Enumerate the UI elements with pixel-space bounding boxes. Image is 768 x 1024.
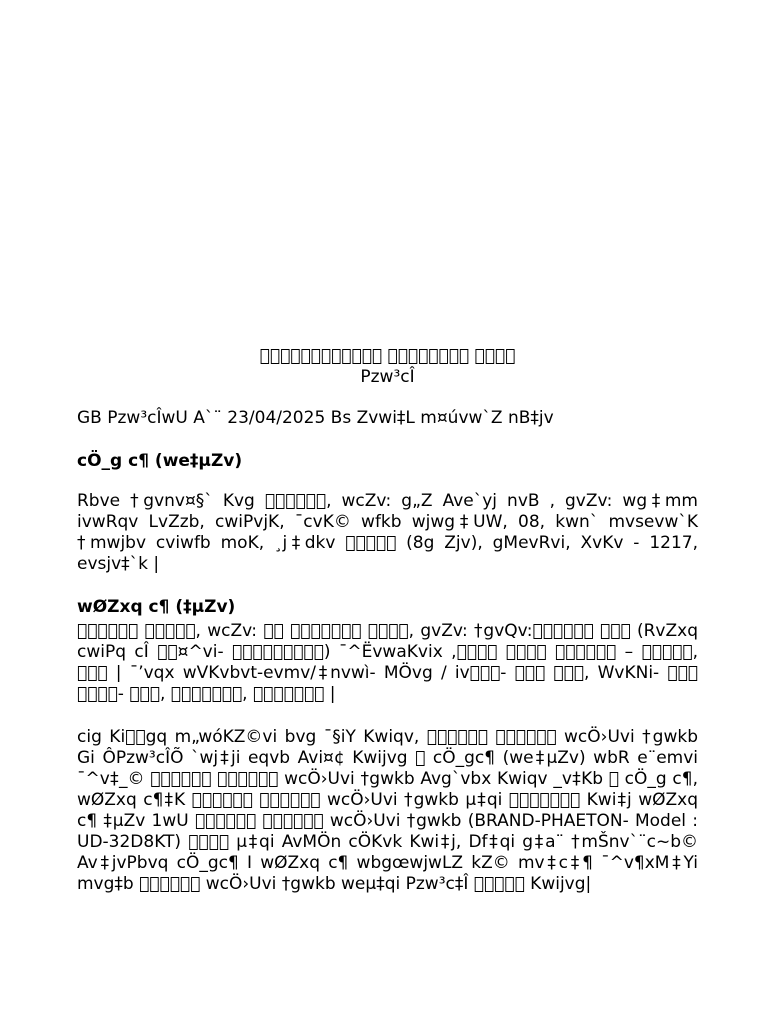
reference-line: GB Pzw³cÎwU A`¨ 23/04/2025 Bs Zvwi‡L m¤úvw`Z nB‡jv <box>77 408 554 428</box>
party-one-paragraph: Rbve †gvnv¤§` Kvg 􀀀􀀀􀀀􀀀􀀀􀀀, wcZv: g„Z Ave`yj nvB , gvZv: wg‡mm ivwRqv LvZzb, cwiPvjK, ¯cvK© wfkb wjwg‡UW, 08, kwn` mvsevw`K †mwjbv cviwfb moK, ¸j‡dkv 􀀀􀀀􀀀􀀀􀀀 (8g Zjv), gMevRvi, XvKv - 1217, evsjv‡`k | <box>77 491 698 574</box>
party-two-heading: wØZxq c¶ (‡µZv) <box>77 597 236 617</box>
party-one-heading: cÖ_g c¶ (we‡µZv) <box>77 451 243 471</box>
title-line-primary: 􀀀􀀀􀀀􀀀􀀀􀀀􀀀􀀀􀀀􀀀􀀀􀀀 􀀀􀀀􀀀􀀀􀀀􀀀􀀀􀀀 􀀀􀀀􀀀􀀀 <box>259 346 516 366</box>
party-two-paragraph: 􀀀􀀀􀀀􀀀􀀀􀀀 􀀀􀀀􀀀􀀀􀀀, wcZv: 􀀀􀀀 􀀀􀀀􀀀􀀀􀀀􀀀􀀀 􀀀􀀀􀀀􀀀, gvZv: †gvQv:􀀀􀀀􀀀􀀀􀀀􀀀 􀀀􀀀􀀀 (RvZxq cwiPq cÎ 􀀀􀀀¤^vi- 􀀀􀀀􀀀􀀀􀀀􀀀􀀀􀀀􀀀) ¯^ËvwaKvix ,􀀀􀀀􀀀􀀀 􀀀􀀀􀀀􀀀 􀀀􀀀􀀀􀀀􀀀􀀀 – 􀀀􀀀􀀀􀀀􀀀, 􀀀􀀀􀀀 | ¯’vqx wVKvbvt-evmv/‡nvwì- MÖvg / iv􀀀􀀀􀀀- 􀀀􀀀􀀀 􀀀􀀀􀀀, WvKNi- 􀀀􀀀􀀀 􀀀􀀀􀀀􀀀- 􀀀􀀀􀀀, 􀀀􀀀􀀀􀀀􀀀􀀀􀀀, 􀀀􀀀􀀀􀀀􀀀􀀀􀀀 | <box>77 621 698 704</box>
agreement-body-paragraph: cig Ki􀀀􀀀gq m„wóKZ©vi bvg ¯§iY Kwiqv, 􀀀􀀀􀀀􀀀􀀀􀀀 􀀀􀀀􀀀􀀀􀀀􀀀 wcÖ›Uvi †gwkb Gi ÔPzw³cÎÕ `wj‡ji eqvb Avi¤¢ Kwijvg 􀀀 cÖ_gc¶ (we‡µZv) wbR e¨emvi ¯^v‡_© 􀀀􀀀􀀀􀀀􀀀􀀀 􀀀􀀀􀀀􀀀􀀀􀀀 wcÖ›Uvi †gwkb Avg`vbx Kwiqv _v‡Kb 􀀀 cÖ_g c¶, wØZxq c¶‡K 􀀀􀀀􀀀􀀀􀀀􀀀 􀀀􀀀􀀀􀀀􀀀􀀀 wcÖ›Uvi †gwkb µ‡qi 􀀀􀀀􀀀􀀀􀀀􀀀􀀀 Kwi‡j wØZxq c¶ ‡µZv 1wU 􀀀􀀀􀀀􀀀􀀀􀀀 􀀀􀀀􀀀􀀀􀀀􀀀 wcÖ›Uvi †gwkb (BRAND-PHAETON- Model : UD-32D8KT) 􀀀􀀀􀀀􀀀 µ‡qi AvMÖn cÖKvk Kwi‡j, Df‡qi g‡a¨ †mŠnv`¨c~b© Av‡jvPbvq cÖ_gc¶ I wØZxq c¶ wbgœwjwLZ kZ© mv‡c‡¶ ¯^v¶xM‡Yi mvg‡b 􀀀􀀀􀀀􀀀􀀀􀀀 wcÖ›Uvi †gwkb weµ‡qi Pzw³c‡Î 􀀀􀀀􀀀􀀀􀀀 Kwijvg| <box>77 727 698 894</box>
document-page <box>77 346 698 895</box>
title-line-secondary: Pzw³cÎ <box>360 367 415 387</box>
document-title <box>77 346 698 388</box>
